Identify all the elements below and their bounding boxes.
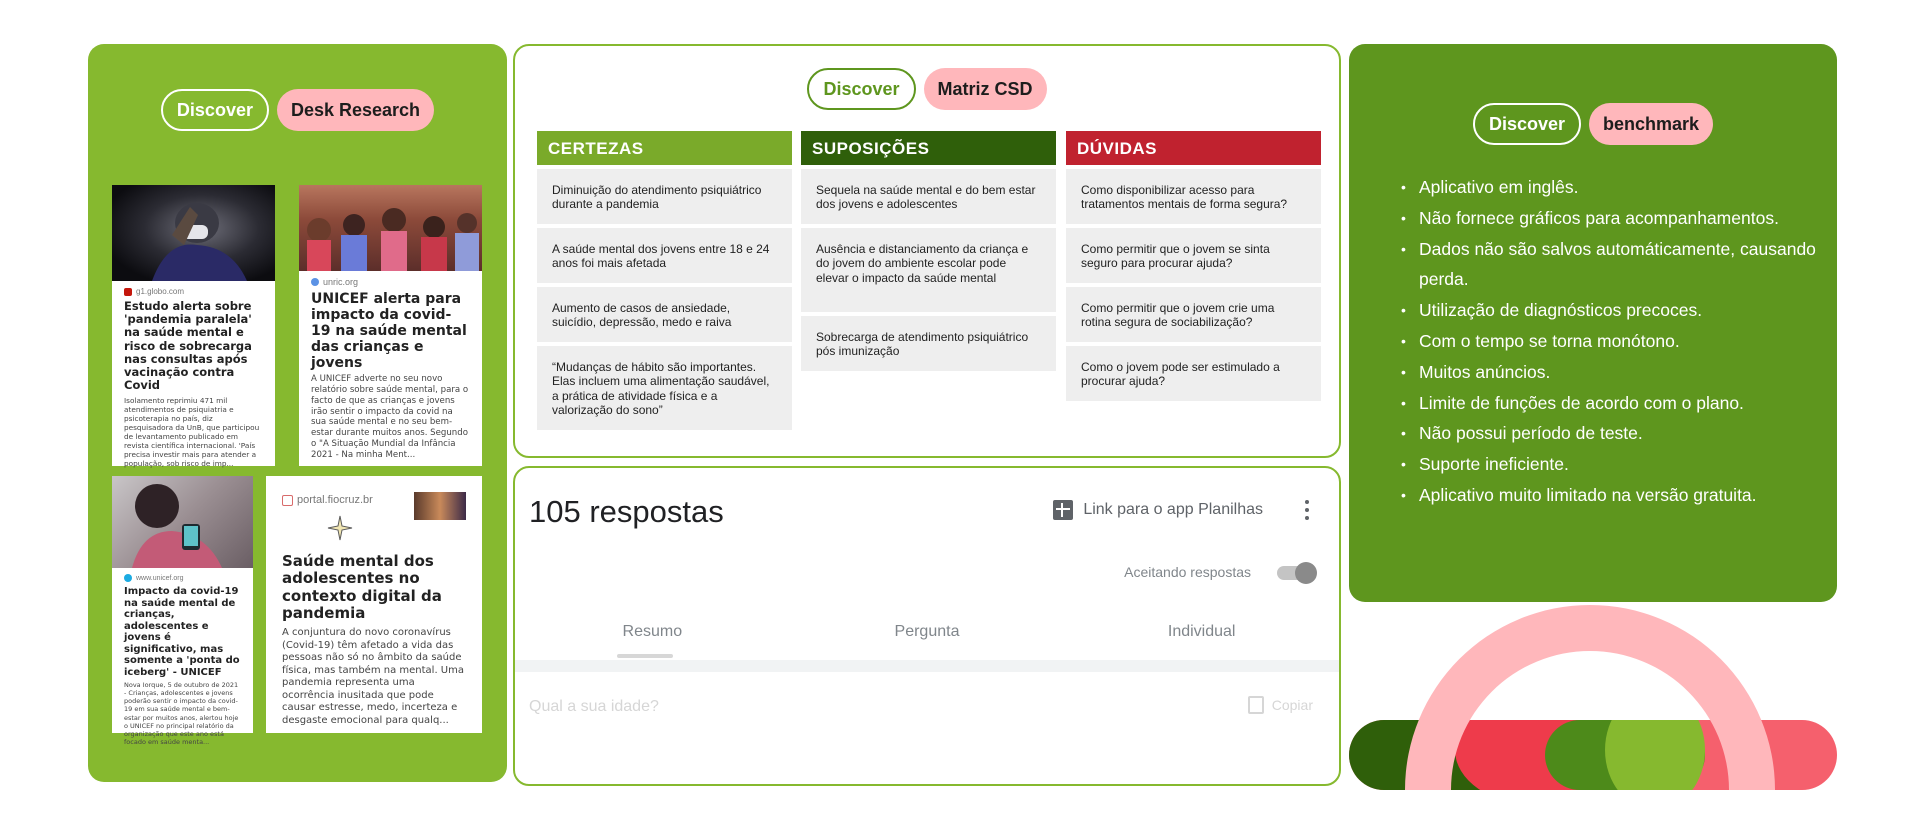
un-logo-icon [311,278,319,286]
source-label: unric.org [323,277,359,287]
benchmark-item: • Limite de funções de acordo com o plano. [1401,388,1821,419]
form-responses-panel [513,466,1341,786]
children-crowd-illustration [299,185,482,271]
sheets-icon [1053,500,1073,520]
news-source-unicef [112,568,253,586]
certeza-note: Aumento de casos de ansiedade, suicídio, depressão, medo e raiva [537,287,792,342]
decorative-shapes [1345,600,1845,790]
duvidas-header: DÚVIDAS [1066,131,1321,165]
teen-with-phone-illustration [112,476,253,568]
more-options-icon[interactable] [1305,500,1309,520]
accepting-responses-toggle[interactable] [1277,562,1317,580]
certeza-note: Diminuição do atendimento psiquiátrico durante a pandemia [537,169,792,224]
benchmark-panel [1349,44,1837,602]
news-image-unicef [112,476,253,568]
matriz-csd-tag: Matriz CSD [924,68,1047,110]
benchmark-item: • Utilização de diagnósticos precoces. [1401,295,1821,326]
source-label: g1.globo.com [136,287,185,296]
suposicao-note: Sobrecarga de atendimento psiquiátrico pós imunização [801,316,1056,371]
person-praying-illustration [112,185,275,281]
source-label: portal.fiocruz.br [297,494,373,506]
tab-pergunta[interactable]: Pergunta [894,623,960,640]
active-tab-indicator [617,654,673,658]
responses-tabs [515,623,1339,641]
link-sheets-button[interactable] [1053,500,1263,520]
matriz-csd-panel [513,44,1341,458]
news-source-unric [299,271,482,291]
certeza-note: “Mudanças de hábito são importantes. Elas incluem uma alimentação saudável, a prática de atividade física e a valorização do sono” [537,346,792,430]
news-text-g1: Isolamento reprimiu 471 mil atendimentos de psiquiatria e psicoterapia no país, diz pesquisadora da UnB, que participou de levantamento publicado em revista científica internacional. 'País precisa investir mais para atender a população, sob risco de imp... [124,395,260,469]
benchmark-item: • Com o tempo se torna monótono. [1401,326,1821,357]
desk-research-tag: Desk Research [277,89,434,131]
news-thumbnail [414,492,466,520]
news-text-fiocruz: A conjuntura do novo coronavírus (Covid-19) têm afetado a vida das pessoas não só no âmbito da saúde física, mas também na mental. Uma pandemia representa uma ocorrência inusitada que pode causar estresse, medo, incerteza e desgaste emocional para qualq... [282,627,464,726]
responses-count: 105 respostas [529,494,724,529]
accepting-responses-label: Aceitando respostas [1124,564,1251,580]
duvida-note: Como permitir que o jovem crie uma rotina segura de sociabilização? [1066,287,1321,342]
benchmark-tags [1349,103,1837,145]
news-card-g1[interactable] [112,185,275,469]
news-source-fiocruz [266,476,482,512]
sparkle-icon [326,514,354,542]
discover-tag: Discover [807,68,915,110]
news-image-unric [299,185,482,271]
news-title-unric: UNICEF alerta para impacto da covid-19 na saúde mental das crianças e jovens [311,291,467,372]
certezas-column [537,131,792,430]
duvida-note: Como disponibilizar acesso para tratamentos mentais de forma segura? [1066,169,1321,224]
link-sheets-label: Link para o app Planilhas [1083,501,1263,518]
benchmark-item: • Suporte ineficiente. [1401,449,1821,480]
benchmark-tag: benchmark [1589,103,1713,145]
desk-research-tags [88,89,507,131]
tab-individual[interactable]: Individual [1167,623,1236,640]
copy-icon [1248,696,1264,714]
source-label: www.unicef.org [136,574,184,582]
suposicoes-header: SUPOSIÇÕES [801,131,1056,165]
duvida-note: Como o jovem pode ser estimulado a procurar ajuda? [1066,346,1321,401]
benchmark-item: • Não fornece gráficos para acompanhamentos. [1401,203,1821,234]
benchmark-item: • Aplicativo muito limitado na versão gratuita. [1401,480,1821,511]
duvidas-column [1066,131,1321,401]
benchmark-list [1401,172,1821,511]
copy-label: Copiar [1271,697,1313,713]
question-title: Qual a sua idade? [529,698,659,715]
copy-button[interactable] [1248,696,1313,714]
news-card-unric[interactable] [299,185,482,466]
desk-research-panel [88,44,507,782]
news-title-g1: Estudo alerta sobre 'pandemia paralela' na saúde mental e risco de sobrecarga nas consultas após vacinação contra Covid [124,299,252,393]
suposicoes-column [801,131,1056,371]
discover-tag: Discover [1473,103,1581,145]
news-card-fiocruz[interactable] [266,476,482,733]
g1-logo-icon [124,288,132,296]
certeza-note: A saúde mental dos jovens entre 18 e 24 anos foi mais afetada [537,228,792,283]
certezas-header: CERTEZAS [537,131,792,165]
matriz-csd-tags [515,68,1339,110]
section-divider [515,660,1339,672]
benchmark-item: • Muitos anúncios. [1401,357,1821,388]
news-source-g1 [112,281,275,300]
news-title-unicef: Impacto da covid-19 na saúde mental de crianças, adolescentes e jovens é significativo, mas somente a 'ponta do iceberg' - UNICEF [124,586,240,678]
benchmark-item: • Não possui período de teste. [1401,418,1821,449]
discover-tag: Discover [161,89,269,131]
news-text-unicef: Nova Iorque, 5 de outubro de 2021 - Crianças, adolescentes e jovens poderão sentir o impacto da covid-19 em sua saúde mental e bem-estar por muitos anos, alertou hoje o UNICEF no principal relatório da organização que este ano está focado em saúde menta... [124,681,239,746]
tab-resumo[interactable]: Resumo [622,623,683,640]
news-image-g1 [112,185,275,281]
unicef-logo-icon [124,574,132,582]
benchmark-item: • Dados não são salvos automáticamente, causando perda. [1401,234,1821,296]
toggle-knob [1295,562,1317,584]
benchmark-item: • Aplicativo em inglês. [1401,172,1821,203]
news-card-unicef[interactable] [112,476,253,746]
duvida-note: Como permitir que o jovem se sinta seguro para procurar ajuda? [1066,228,1321,283]
news-title-fiocruz: Saúde mental dos adolescentes no contexto digital da pandemia [282,552,442,622]
suposicao-note: Sequela na saúde mental e do bem estar dos jovens e adolescentes [801,169,1056,224]
news-text-unric: A UNICEF adverte no seu novo relatório sobre saúde mental, para o facto de que as crianças e jovens irão sentir o impacto da covid na sua saúde mental e no seu bem-estar durante muitos anos. Segundo o "A Situação Mundial da Infância 2021 - Na minha Ment... [311,374,469,460]
fiocruz-logo-icon [282,495,293,506]
suposicao-note: Ausência e distanciamento da criança e do jovem do ambiente escolar pode elevar o impacto da saúde mental [801,228,1056,312]
